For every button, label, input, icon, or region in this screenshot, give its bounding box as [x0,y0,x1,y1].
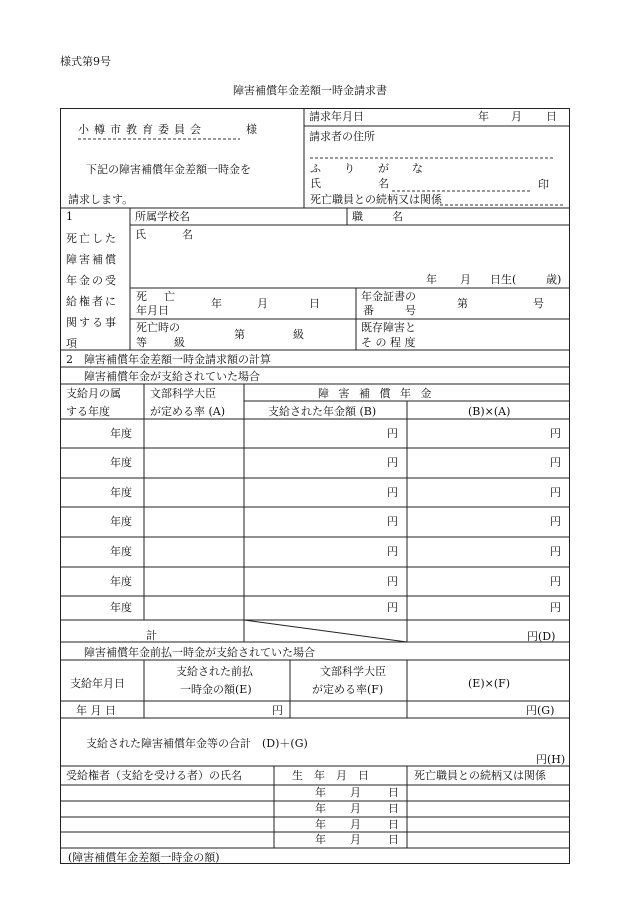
case1-title: 障害補償年金が支給されていた場合 [84,370,260,383]
unit-g: 円(G) [526,704,555,717]
section1-label-1: 死亡した [66,232,118,245]
col-rate-2: が定める率 (A) [150,405,226,418]
fiscal-year-row-label: 年度 [110,486,132,499]
recipient-birth-month: 月 [350,786,361,799]
section1-label-6: 項 [66,337,77,350]
recipient-name-label-2: 名 [182,228,193,241]
paid-amount-yen: 円 [387,575,398,588]
total-unit: 円(D) [527,630,556,643]
claimant-name-label-2: 名 [378,177,389,190]
product-amount-yen: 円 [550,515,561,528]
case2-title: 障害補償年金前払一時金が支給されていた場合 [84,646,315,659]
payment-date-value: 年 月 日 [76,704,116,717]
section1-label-2: 障害補償 [66,253,118,266]
product-amount-yen: 円 [550,545,561,558]
pension-cert-label-1: 年金証書の [361,290,416,303]
death-month: 月 [257,297,268,310]
fiscal-year-row-label: 年度 [110,515,132,528]
request-month: 月 [511,110,522,123]
col-product: (B)×(A) [468,405,511,418]
furigana-2: り [344,162,355,175]
pension-cert-label-2: 番 [363,304,374,317]
recipient-birth-month: 月 [350,802,361,815]
col-fiscal-year-1: 支給月の属 [66,387,121,400]
total-label: 計 [146,629,157,642]
col-paid-amount: 支給された年金額 (B) [268,405,377,418]
school-label: 所属学校名 [135,210,190,223]
death-year: 年 [211,297,222,310]
sum-label: 支給された障害補償年金等の合計 (D)＋(G) [86,737,308,750]
death-date-label-3: 年月日 [136,304,169,317]
paid-amount-yen: 円 [387,427,398,440]
col2-payment-date: 支給年月日 [70,677,125,690]
grade-label-2: 等 [136,336,147,349]
paid-amount-yen: 円 [387,545,398,558]
recipient-birth-col: 生 年 月 日 [292,769,369,782]
section1-label-5: 関する事 [66,316,118,329]
birth-day: 日生( [490,273,517,286]
section1-number: 1 [66,210,73,223]
request-line-1: 下記の障害補償年金差額一時金を [86,163,251,176]
product-amount-yen: 円 [550,456,561,469]
recipient-birth-day: 日 [388,802,399,815]
claim-form [60,108,570,864]
page-title: 障害補償年金差額一時金請求書 [233,84,387,97]
birth-month: 月 [460,273,471,286]
claimant-name-label-1: 氏 [310,177,321,190]
fiscal-year-row-label: 年度 [110,601,132,614]
seal-mark: 印 [538,178,549,191]
recipient-birth-year: 年 [315,802,326,815]
cert-no-suffix: 号 [533,297,544,310]
col-rate-1: 文部科学大臣 [150,387,216,400]
honorific: 様 [246,123,257,136]
relation-label: 死亡職員との続柄又は関係 [310,193,442,206]
product-amount-yen: 円 [550,427,561,440]
col-fiscal-year-2: する年度 [66,405,110,418]
recipient-name-col: 受給権者（支給を受ける者）の氏名 [66,769,242,782]
paid-amount-yen: 円 [387,456,398,469]
death-day: 日 [309,297,320,310]
advance-yen: 円 [272,704,283,717]
footer-label: (障害補償年金差額一時金の額) [68,851,220,864]
recipient-birth-year: 年 [315,818,326,831]
furigana-4: な [412,162,423,175]
grade-label-1: 死亡時の [136,321,180,334]
job-label-2: 名 [392,210,403,223]
birth-year: 年 [426,273,437,286]
recipient-name-label-1: 氏 [135,228,146,241]
pension-cert-label-3: 号 [405,304,416,317]
existing-disability-label-2: そ の 程 度 [361,336,416,349]
recipient-birth-day: 日 [388,786,399,799]
job-label-1: 職 [352,210,363,223]
request-day: 日 [546,110,557,123]
request-line-2: 請求します。 [68,193,134,206]
recipient-birth-year: 年 [315,833,326,846]
col2-paid-2: 一時金の額(E) [180,683,252,696]
fiscal-year-row-label: 年度 [110,575,132,588]
recipient-birth-day: 日 [388,833,399,846]
cert-no-prefix: 第 [457,297,468,310]
grade-suffix: 級 [293,328,304,341]
product-amount-yen: 円 [550,601,561,614]
grade-label-3: 級 [174,336,185,349]
section1-label-3: 年金の受 [66,274,118,287]
col2-product: (E)×(F) [468,677,511,690]
age: 歳) [546,273,562,286]
unit-h: 円(H) [536,753,566,766]
fiscal-year-row-label: 年度 [110,427,132,440]
death-date-label-1: 死 [136,290,147,303]
paid-amount-yen: 円 [387,515,398,528]
col2-rate-1: 文部科学大臣 [320,665,386,678]
address-label: 請求者の住所 [309,130,375,143]
paid-amount-yen: 円 [387,601,398,614]
recipient-birth-month: 月 [350,833,361,846]
section1-label-4: 給権者に [66,295,118,308]
request-date-label: 請求年月日 [309,110,364,123]
fiscal-year-row-label: 年度 [110,545,132,558]
col2-paid-1: 支給された前払 [176,665,253,678]
grade-prefix: 第 [234,328,245,341]
death-date-label-2: 亡 [164,290,175,303]
form-number: 様式第9号 [60,55,111,68]
section2-title: 2 障害補償年金差額一時金請求額の計算 [66,353,271,366]
addressee: 小樽市教育委員会 [78,123,206,136]
recipient-relation-col: 死亡職員との続柄又は関係 [414,769,546,782]
furigana-3: が [378,162,389,175]
product-amount-yen: 円 [550,575,561,588]
recipient-birth-day: 日 [388,818,399,831]
existing-disability-label-1: 既存障害と [361,321,416,334]
recipient-birth-year: 年 [315,786,326,799]
recipient-birth-month: 月 [350,818,361,831]
fiscal-year-row-label: 年度 [110,456,132,469]
product-amount-yen: 円 [550,486,561,499]
col2-rate-2: が定める率(F) [312,683,384,696]
paid-amount-yen: 円 [387,486,398,499]
furigana-1: ふ [310,162,321,175]
request-year: 年 [478,110,489,123]
pension-header: 障 害 補 償 年 金 [318,387,435,400]
